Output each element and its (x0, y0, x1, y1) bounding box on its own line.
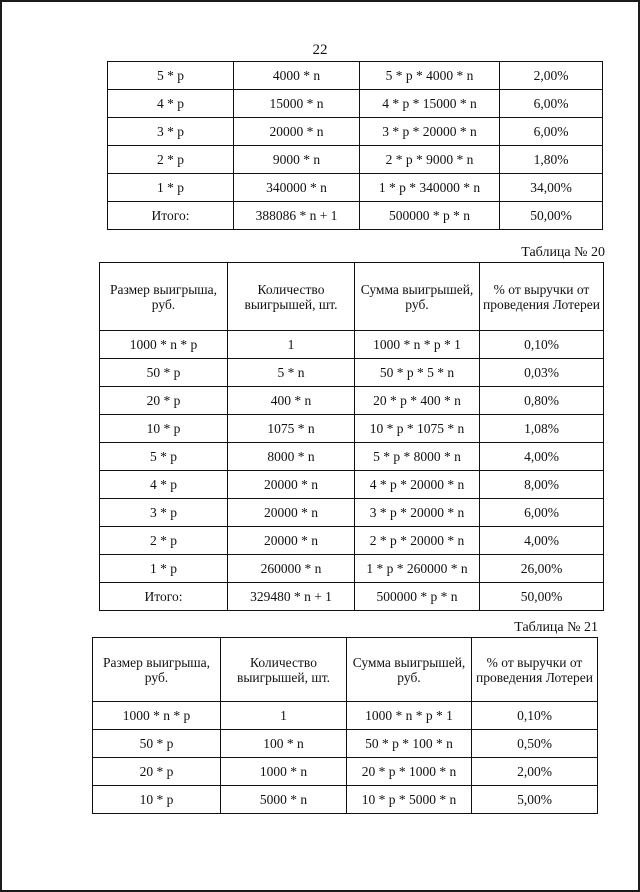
revenue-percent-cell: 2,00% (500, 62, 603, 90)
revenue-percent-cell: 26,00% (480, 555, 604, 583)
prize-size-cell: 4 * p (108, 90, 234, 118)
prize-count-cell: 260000 * n (228, 555, 355, 583)
prize-count-cell: 20000 * n (228, 527, 355, 555)
prize-count-cell: 1075 * n (228, 415, 355, 443)
prize-sum-cell: 1000 * n * p * 1 (355, 331, 480, 359)
prize-size-cell: 20 * p (100, 387, 228, 415)
prize-sum-cell: 10 * p * 5000 * n (347, 786, 472, 814)
prize-table-21 (92, 637, 598, 814)
prize-size-cell: 5 * p (100, 443, 228, 471)
prize-size-cell: 1000 * n * p (100, 331, 228, 359)
prize-count-cell: 20000 * n (228, 471, 355, 499)
revenue-percent-cell: 50,00% (500, 202, 603, 230)
revenue-percent-cell: 5,00% (472, 786, 598, 814)
table-body (100, 331, 604, 611)
revenue-percent-cell: 1,80% (500, 146, 603, 174)
prize-count-cell: 400 * n (228, 387, 355, 415)
prize-sum-cell: 20 * p * 1000 * n (347, 758, 472, 786)
table-row (108, 202, 603, 230)
table-row (100, 499, 604, 527)
header-prize-size: Размер выигрыша, руб. (93, 638, 221, 702)
table-row (100, 331, 604, 359)
prize-size-cell: 10 * p (93, 786, 221, 814)
header-prize-size: Размер выигрыша, руб. (100, 263, 228, 331)
prize-count-cell: 1 (221, 702, 347, 730)
prize-size-cell: 3 * p (100, 499, 228, 527)
prize-table-19-continued (107, 61, 603, 230)
prize-size-cell: 50 * p (100, 359, 228, 387)
table-row (100, 359, 604, 387)
table-row (108, 62, 603, 90)
prize-count-cell: 1000 * n (221, 758, 347, 786)
prize-table-20 (99, 262, 604, 611)
prize-count-cell: 20000 * n (234, 118, 360, 146)
prize-size-cell: Итого: (108, 202, 234, 230)
prize-size-cell: 1000 * n * p (93, 702, 221, 730)
prize-count-cell: 9000 * n (234, 146, 360, 174)
table-row (100, 555, 604, 583)
prize-count-cell: 4000 * n (234, 62, 360, 90)
header-prize-sum: Сумма выигрышей, руб. (355, 263, 480, 331)
revenue-percent-cell: 0,03% (480, 359, 604, 387)
prize-size-cell: 50 * p (93, 730, 221, 758)
prize-size-cell: Итого: (100, 583, 228, 611)
prize-size-cell: 2 * p (100, 527, 228, 555)
table-caption-21: Таблица № 21 (514, 620, 598, 635)
prize-sum-cell: 50 * p * 5 * n (355, 359, 480, 387)
prize-sum-cell: 1000 * n * p * 1 (347, 702, 472, 730)
prize-sum-cell: 2 * p * 20000 * n (355, 527, 480, 555)
prize-count-cell: 1 (228, 331, 355, 359)
table-row (93, 758, 598, 786)
table-row (100, 583, 604, 611)
revenue-percent-cell: 1,08% (480, 415, 604, 443)
prize-size-cell: 5 * p (108, 62, 234, 90)
revenue-percent-cell: 6,00% (500, 118, 603, 146)
revenue-percent-cell: 2,00% (472, 758, 598, 786)
prize-sum-cell: 500000 * p * n (355, 583, 480, 611)
prize-sum-cell: 5 * p * 8000 * n (355, 443, 480, 471)
table-row (108, 90, 603, 118)
table-body (93, 702, 598, 814)
prize-sum-cell: 10 * p * 1075 * n (355, 415, 480, 443)
header-prize-sum: Сумма выигрышей, руб. (347, 638, 472, 702)
prize-count-cell: 388086 * n + 1 (234, 202, 360, 230)
table-header-row (93, 638, 598, 702)
prize-count-cell: 100 * n (221, 730, 347, 758)
revenue-percent-cell: 6,00% (500, 90, 603, 118)
prize-size-cell: 4 * p (100, 471, 228, 499)
table-row (93, 786, 598, 814)
prize-size-cell: 3 * p (108, 118, 234, 146)
table-row (100, 415, 604, 443)
table-caption-20: Таблица № 20 (521, 245, 605, 260)
prize-count-cell: 8000 * n (228, 443, 355, 471)
header-prize-count: Количество выигрышей, шт. (221, 638, 347, 702)
prize-count-cell: 15000 * n (234, 90, 360, 118)
header-prize-count: Количество выигрышей, шт. (228, 263, 355, 331)
table-body (108, 62, 603, 230)
page-number: 22 (312, 42, 328, 58)
prize-sum-cell: 50 * p * 100 * n (347, 730, 472, 758)
revenue-percent-cell: 50,00% (480, 583, 604, 611)
table-header-row (100, 263, 604, 331)
table-row (100, 387, 604, 415)
table-row (100, 443, 604, 471)
table-row (93, 730, 598, 758)
table-row (93, 702, 598, 730)
prize-sum-cell: 2 * p * 9000 * n (360, 146, 500, 174)
prize-sum-cell: 4 * p * 15000 * n (360, 90, 500, 118)
prize-sum-cell: 4 * p * 20000 * n (355, 471, 480, 499)
revenue-percent-cell: 4,00% (480, 443, 604, 471)
prize-sum-cell: 3 * p * 20000 * n (355, 499, 480, 527)
prize-size-cell: 2 * p (108, 146, 234, 174)
prize-sum-cell: 1 * p * 340000 * n (360, 174, 500, 202)
table-row (100, 527, 604, 555)
revenue-percent-cell: 0,80% (480, 387, 604, 415)
prize-sum-cell: 20 * p * 400 * n (355, 387, 480, 415)
table-row (108, 118, 603, 146)
prize-size-cell: 1 * p (100, 555, 228, 583)
prize-sum-cell: 1 * p * 260000 * n (355, 555, 480, 583)
prize-count-cell: 5 * n (228, 359, 355, 387)
header-revenue-percent: % от выручки от проведения Лотереи (480, 263, 604, 331)
prize-count-cell: 340000 * n (234, 174, 360, 202)
prize-sum-cell: 500000 * p * n (360, 202, 500, 230)
header-revenue-percent: % от выручки от проведения Лотереи (472, 638, 598, 702)
prize-sum-cell: 3 * p * 20000 * n (360, 118, 500, 146)
prize-size-cell: 20 * p (93, 758, 221, 786)
revenue-percent-cell: 0,50% (472, 730, 598, 758)
table-row (100, 471, 604, 499)
table-row (108, 174, 603, 202)
prize-sum-cell: 5 * p * 4000 * n (360, 62, 500, 90)
revenue-percent-cell: 0,10% (472, 702, 598, 730)
revenue-percent-cell: 4,00% (480, 527, 604, 555)
revenue-percent-cell: 34,00% (500, 174, 603, 202)
prize-size-cell: 1 * p (108, 174, 234, 202)
prize-size-cell: 10 * p (100, 415, 228, 443)
prize-count-cell: 20000 * n (228, 499, 355, 527)
prize-count-cell: 329480 * n + 1 (228, 583, 355, 611)
revenue-percent-cell: 0,10% (480, 331, 604, 359)
revenue-percent-cell: 8,00% (480, 471, 604, 499)
table-row (108, 146, 603, 174)
prize-count-cell: 5000 * n (221, 786, 347, 814)
revenue-percent-cell: 6,00% (480, 499, 604, 527)
